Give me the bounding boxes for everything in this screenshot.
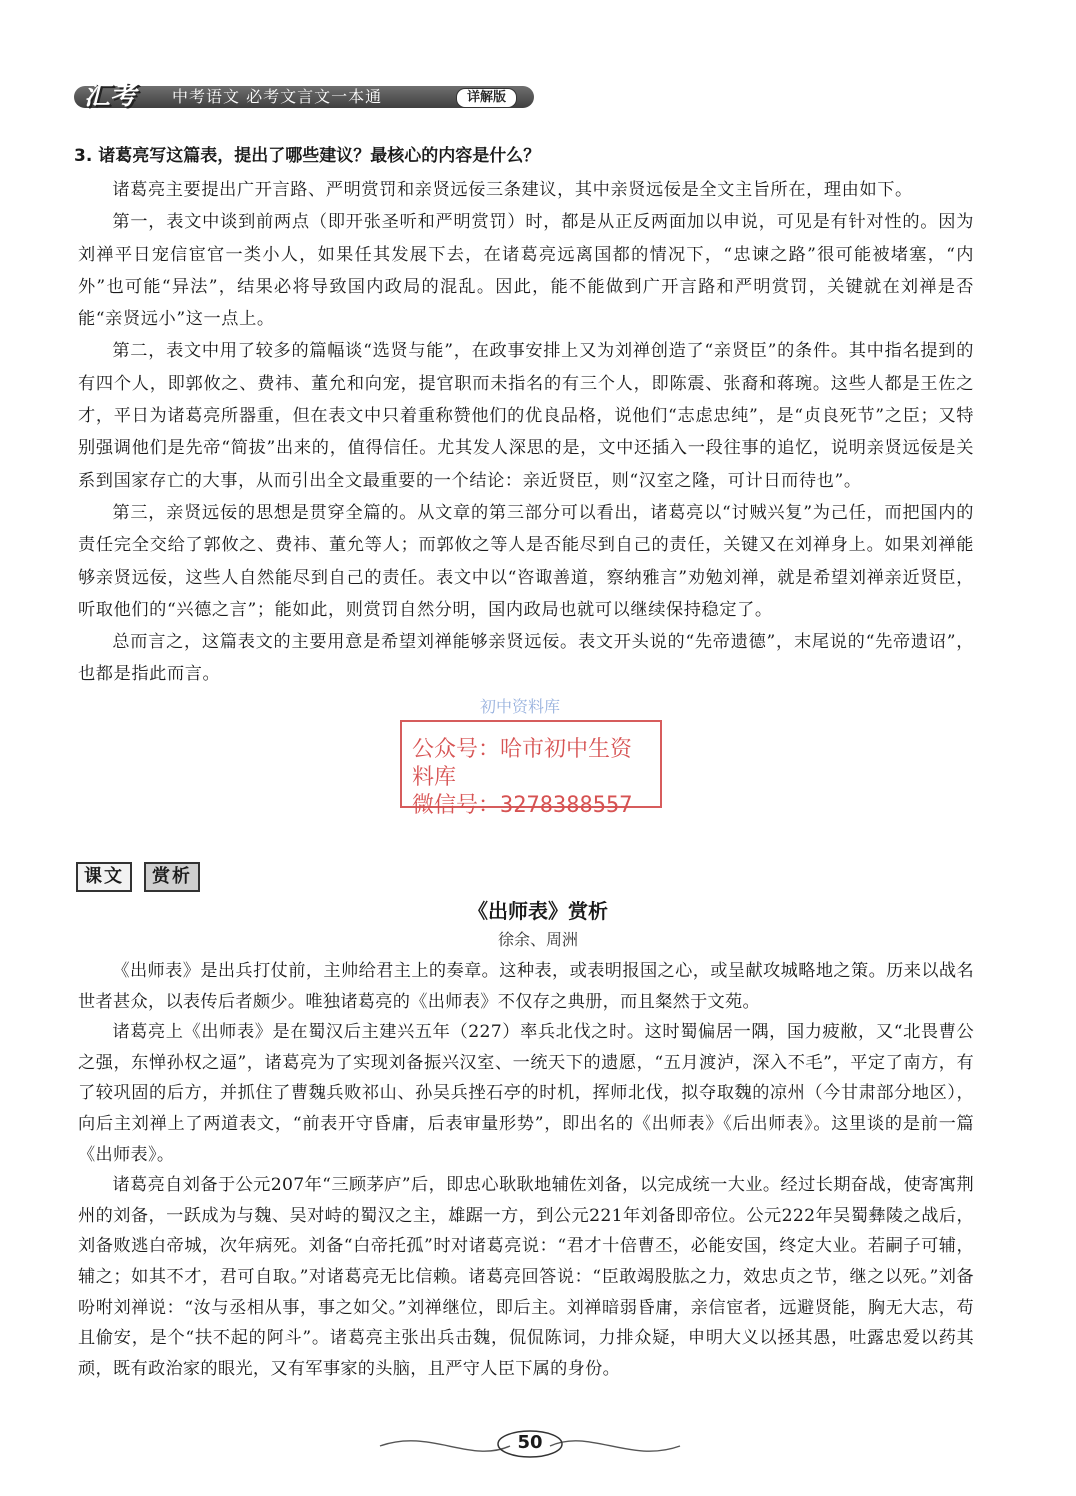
- answer-paragraph: 第二，表文中用了较多的篇幅谈“选贤与能”，在政事安排上又为刘禅创造了“亲贤臣”的条件。其中指名提到的有四个人，即郭攸之、费祎、董允和向宠，提官职而未指名的有三个人，即陈震、张裔和蒋琬。这些人都是王佐之才，平日为诸葛亮所器重，但在表文中只着重称赞他们的优良品格，说他们“志虑忠纯”，是“贞良死节”之臣；又特别强调他们是先帝“简拔”出来的，值得信任。尤其发人深思的是，文中还插入一段往事的追忆，说明亲贤远佞是关系到国家存亡的大事，从而引出全文最重要的一个结论：亲近贤臣，则“汉室之隆，可计日而待也”。: [78, 341, 974, 491]
- header-title: 中考语文 必考文言文一本通: [172, 87, 383, 106]
- answer-paragraph: 第一，表文中谈到前两点（即开张圣听和严明赏罚）时，都是从正反两面加以申说，可见是有针对性的。因为刘禅平日宠信宦官一类小人，如果任其发展下去，在诸葛亮远离国都的情况下，“忠谏之路”很可能被堵塞，“内外”也可能“异法”，结果必将导致国内政局的混乱。因此，能不能做到广开言路和严明赏罚，关键就在刘禅是否能“亲贤远小”这一点上。: [78, 212, 974, 330]
- essay-paragraph: 诸葛亮自刘备于公元207年“三顾茅庐”后，即忠心耿耿地辅佐刘备，以完成统一大业。经过长期奋战，使寄寓荆州的刘备，一跃成为与魏、吴对峙的蜀汉之主，雄踞一方，到公元221年刘备即帝位。公元222年吴蜀彝陵之战后，刘备败逃白帝城，次年病死。刘备“白帝托孤”时对诸葛亮说：“君才十倍曹丕，必能安国，终定大业。若嗣子可辅，辅之；如其不才，君可自取。”对诸葛亮无比信赖。诸葛亮回答说：“臣敢竭股肱之力，效忠贞之节，继之以死。”刘备吩咐刘禅说：“汝与丞相从事，事之如父。”刘禅继位，即后主。刘禅暗弱昏庸，亲信宦者，远避贤能，胸无大志，苟且偷安，是个“扶不起的阿斗”。诸葛亮主张出兵击魏，侃侃陈词，力排众疑，申明大义以拯其愚，吐露忠爱以药其顽，既有政治家的眼光，又有军事家的头脑，且严守人臣下属的身份。: [78, 1175, 974, 1379]
- answer-paragraph: 第三，亲贤远佞的思想是贯穿全篇的。从文章的第三部分可以看出，诸葛亮以“讨贼兴复”为己任，而把国内的责任完全交给了郭攸之、费祎、董允等人；而郭攸之等人是否能尽到自己的责任，关键又在刘禅身上。如果刘禅能够亲贤远佞，这些人自然能尽到自己的责任。表文中以“咨诹善道，察纳雅言”劝勉刘禅，就是希望刘禅亲近贤臣，听取他们的“兴德之言”；能如此，则赏罚自然分明，国内政局也就可以继续保持稳定了。: [78, 502, 974, 620]
- question-title: 3. 诸葛亮写这篇表，提出了哪些建议？最核心的内容是什么？: [74, 146, 541, 166]
- red-stamp: [400, 720, 662, 818]
- essay-paragraph: 《出师表》是出兵打仗前，主帅给君主上的奏章。这种表，或表明报国之心，或呈献攻城略地之策。历来以战名世者甚众，以表传后者颇少。唯独诸葛亮的《出师表》不仅存之典册，而且粲然于文苑。: [78, 961, 974, 1012]
- question-answer: [78, 174, 974, 691]
- header-badge: 详解版: [456, 88, 517, 108]
- stamp-line-2: 微信号：3278388557: [412, 793, 633, 818]
- page-footer: [370, 1426, 690, 1466]
- section-label-b: 赏析: [144, 862, 200, 892]
- essay-author: 徐余、周洲: [497, 930, 578, 949]
- stamp-line-1: 公众号：哈市初中生资料库: [412, 737, 633, 790]
- section-label: [76, 862, 212, 890]
- header-logo: 汇考: [84, 81, 137, 111]
- page-number: 50: [517, 1432, 543, 1453]
- answer-paragraph: 总而言之，这篇表文的主要用意是希望刘禅能够亲贤远佞。表文开头说的“先帝遗德”，末尾说的“先帝遗诏”，也都是指此而言。: [78, 632, 974, 685]
- watermark-text: 初中资料库: [480, 697, 561, 716]
- section-label-a: 课文: [76, 862, 132, 892]
- essay-paragraph: 诸葛亮上《出师表》是在蜀汉后主建兴五年（227）率兵北伐之时。这时蜀偏居一隅，国力疲敝，又“北畏曹公之强，东惮孙权之逼”，诸葛亮为了实现刘备振兴汉室、一统天下的遗愿，“五月渡泸，深入不毛”，平定了南方，有了较巩固的后方，并抓住了曹魏兵败祁山、孙吴兵挫石亭的时机，挥师北伐，拟夺取魏的凉州（今甘肃部分地区），向后主刘禅上了两道表文，“前表开守昏庸，后表审量形势”，即出名的《出师表》《后出师表》。这里谈的是前一篇《出师表》。: [78, 1022, 974, 1165]
- essay-body: [78, 956, 974, 1384]
- answer-paragraph: 诸葛亮主要提出广开言路、严明赏罚和亲贤远佞三条建议，其中亲贤远佞是全文主旨所在，理由如下。: [112, 180, 913, 200]
- essay-title: 《出师表》赏析: [468, 899, 608, 923]
- book-header: [74, 80, 534, 114]
